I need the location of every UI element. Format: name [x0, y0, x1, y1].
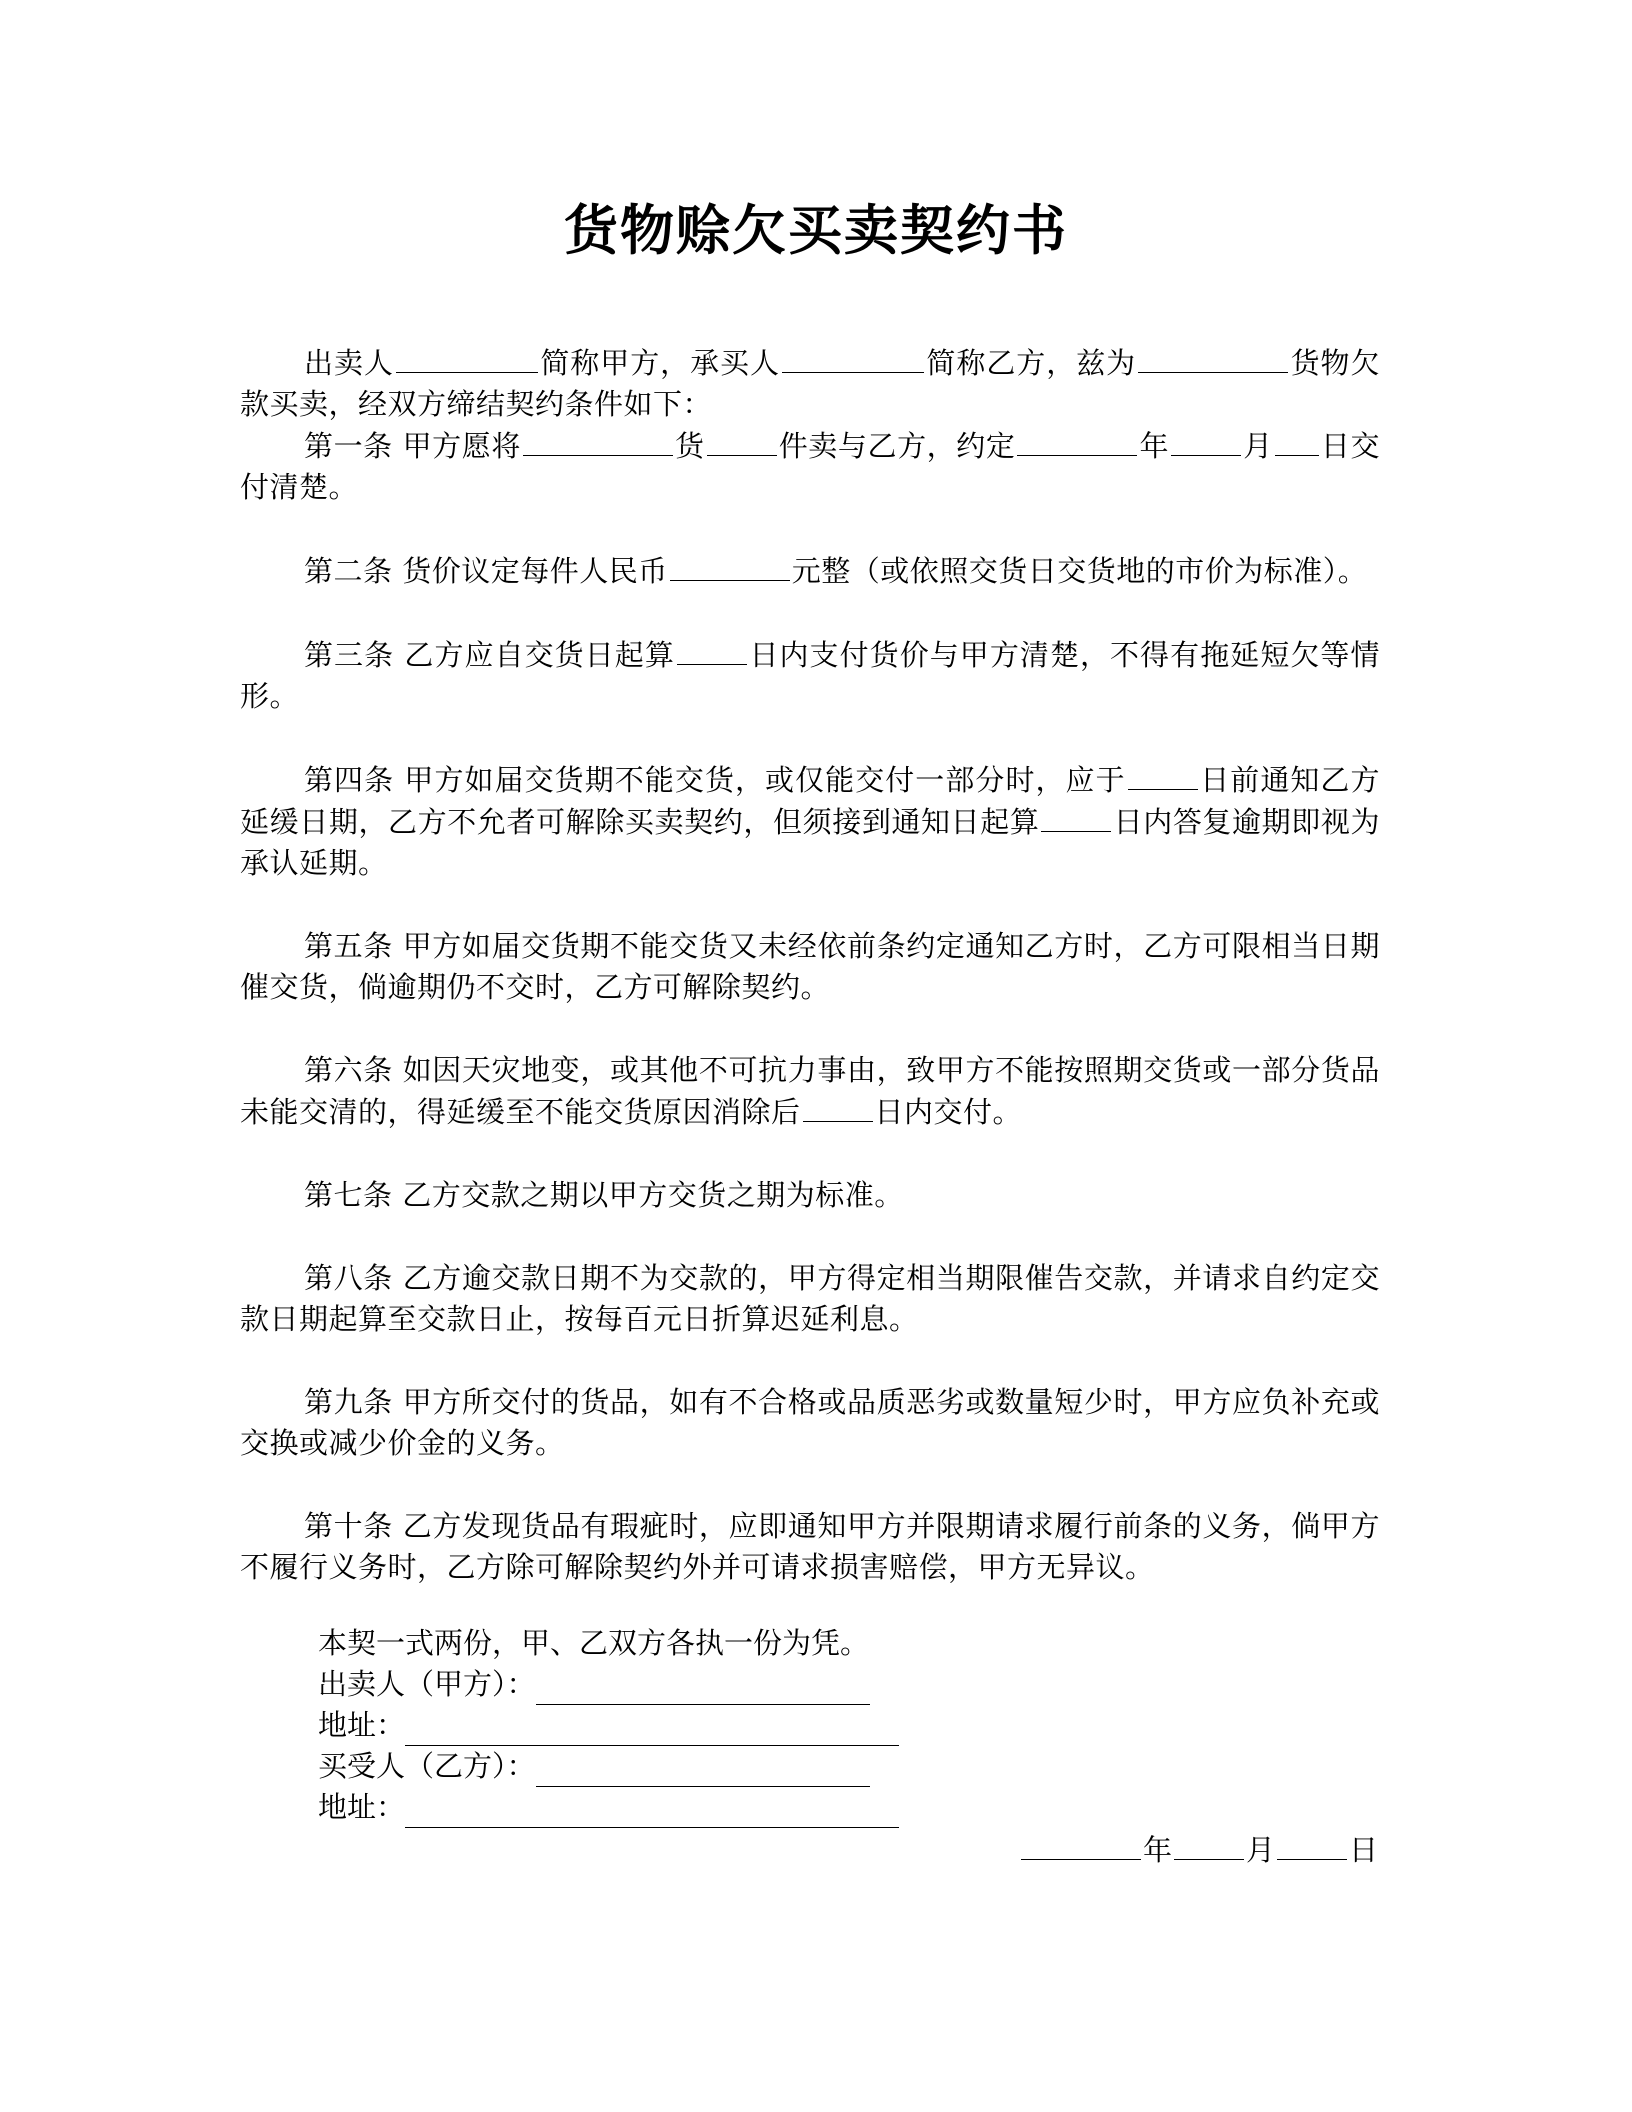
buyer-name-blank[interactable] — [782, 342, 924, 373]
year-label: 年 — [1142, 1833, 1172, 1867]
article-text: 月 — [1243, 429, 1273, 463]
article-8: 第八条 乙方逾交款日期不为交款的，甲方得定相当期限催告交款，并请求自约定交款日期起算至交款日止，按每百元日折算迟延利息。 — [240, 1261, 1380, 1336]
seller-address-label: 地址： — [318, 1708, 406, 1742]
article-text: 日内支付货价与甲方清楚，不得有拖延短欠等情形。 — [240, 638, 1380, 713]
copies-line — [318, 1623, 899, 1664]
seller-signature-field[interactable] — [536, 1674, 870, 1705]
signature-block — [318, 1623, 899, 1828]
article-10: 第十条 乙方发现货品有瑕疵时，应即通知甲方并限期请求履行前条的义务，倘甲方不履行义务时，乙方除可解除契约外并可请求损害赔偿，甲方无异议。 — [240, 1509, 1380, 1584]
article-text: 年 — [1139, 429, 1170, 463]
signing-date — [1019, 1829, 1378, 1871]
article-text: 货 — [674, 429, 705, 463]
buyer-signature-field[interactable] — [536, 1756, 870, 1787]
intro-text: 货物欠款买卖，经双方缔结契约条件如下： — [240, 346, 1380, 421]
article-text: 日前通知乙方延缓日期，乙方不允者可解除买卖契约，但须接到通知日起算 — [240, 763, 1380, 839]
quantity-blank[interactable] — [707, 425, 777, 456]
article-text: 元整（或依照交货日交货地的市价为标准）。 — [791, 554, 1368, 588]
seller-address-line — [318, 1705, 899, 1746]
copies-text: 本契一式两份，甲、乙双方各执一份为凭。 — [318, 1626, 870, 1660]
year-blank[interactable] — [1017, 425, 1137, 456]
article-text: 第一条 甲方愿将 — [304, 429, 521, 463]
article-7: 第七条 乙方交款之期以甲方交货之期为标准。 — [304, 1178, 904, 1212]
article-text: 第四条 甲方如届交货期不能交货，或仅能交付一部分时，应于 — [304, 763, 1126, 797]
delay-days-blank[interactable] — [803, 1091, 873, 1122]
article-9: 第九条 甲方所交付的货品，如有不合格或品质恶劣或数量短少时，甲方应负补充或交换或减少价金的义务。 — [240, 1385, 1380, 1460]
buyer-signature-line — [318, 1746, 899, 1787]
intro-paragraph — [240, 342, 1380, 425]
article-1 — [240, 425, 1380, 508]
notice-days-blank[interactable] — [1128, 759, 1198, 790]
sign-month-blank[interactable] — [1174, 1829, 1244, 1860]
day-label: 日 — [1348, 1833, 1378, 1867]
article-text: 第二条 货价议定每件人民币 — [304, 554, 668, 588]
day-blank[interactable] — [1275, 425, 1319, 456]
article-6 — [240, 1050, 1380, 1133]
article-text: 第三条 乙方应自交货日起算 — [304, 638, 675, 672]
buyer-address-label: 地址： — [318, 1790, 406, 1824]
intro-text: 简称甲方，承买人 — [539, 346, 780, 380]
sign-day-blank[interactable] — [1277, 1829, 1347, 1860]
payment-days-blank[interactable] — [677, 634, 747, 665]
goods-name-blank[interactable] — [523, 425, 673, 456]
article-text: 日内交付。 — [874, 1095, 1023, 1129]
article-text: 件卖与乙方，约定 — [778, 429, 1016, 463]
reply-days-blank[interactable] — [1041, 801, 1111, 832]
month-label: 月 — [1245, 1833, 1275, 1867]
article-5: 第五条 甲方如届交货期不能交货又未经依前条约定通知乙方时，乙方可限相当日期催交货，倘逾期仍不交时，乙方可解除契约。 — [240, 929, 1380, 1004]
seller-name-blank[interactable] — [396, 342, 538, 373]
seller-label: 出卖人（甲方）： — [318, 1667, 536, 1701]
sign-year-blank[interactable] — [1021, 1829, 1141, 1860]
month-blank[interactable] — [1171, 425, 1241, 456]
buyer-address-line — [318, 1787, 899, 1828]
article-2 — [240, 550, 1380, 592]
contract-body — [240, 342, 1380, 1588]
article-4 — [240, 759, 1380, 884]
seller-address-field[interactable] — [405, 1715, 899, 1746]
document-title: 货物赊欠买卖契约书 — [564, 199, 1068, 262]
article-text: 日内答复逾期即视为承认延期。 — [240, 805, 1380, 880]
article-text: 日交付清楚。 — [240, 429, 1380, 504]
article-text: 第六条 如因天灾地变，或其他不可抗力事由，致甲方不能按照期交货或一部分货品未能交清的，得延缓至不能交货原因消除后 — [240, 1053, 1380, 1129]
intro-text: 简称乙方，兹为 — [925, 346, 1137, 380]
price-blank[interactable] — [670, 550, 790, 581]
article-3 — [240, 634, 1380, 717]
buyer-address-field[interactable] — [405, 1797, 899, 1828]
goods-blank[interactable] — [1138, 342, 1288, 373]
intro-text: 出卖人 — [304, 346, 394, 380]
buyer-label: 买受人（乙方）： — [318, 1749, 536, 1783]
seller-signature-line — [318, 1664, 899, 1705]
